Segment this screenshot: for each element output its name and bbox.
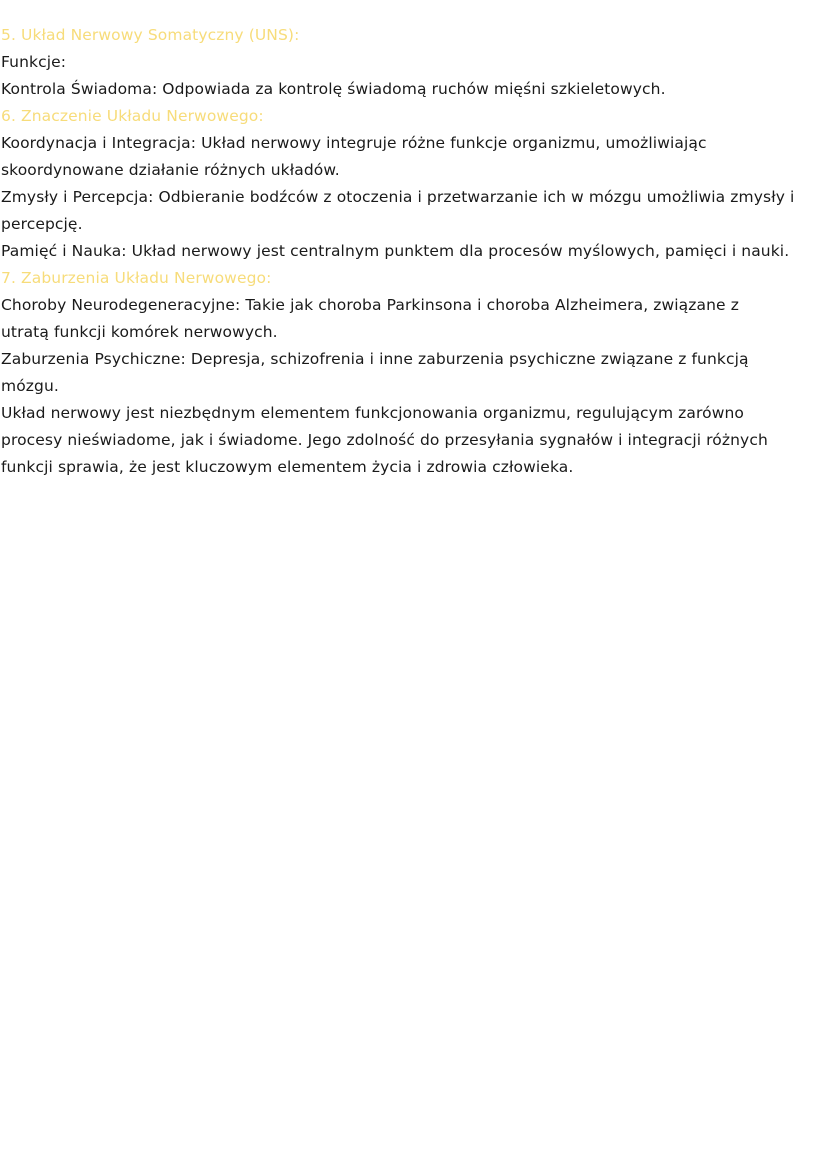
text-line: procesy nieświadome, jak i świadome. Jego zdolność do przesyłania sygnałów i integracji różnych [1, 431, 768, 449]
text-line: mózgu. [1, 377, 59, 395]
text-line: Funkcje: [1, 53, 67, 71]
section-nervous-system-disorders [1, 265, 821, 481]
text-line: Pamięć i Nauka: Układ nerwowy jest centralnym punktem dla procesów myślowych, pamięci i nauki. [1, 242, 790, 260]
section-heading: 6. Znaczenie Układu Nerwowego: [1, 107, 264, 125]
section-nervous-system-importance [1, 103, 821, 265]
section-somatic-nervous-system [1, 22, 821, 103]
document-page [1, 22, 821, 481]
text-line: Kontrola Świadoma: Odpowiada za kontrolę świadomą ruchów mięśni szkieletowych. [1, 80, 666, 98]
text-line: Układ nerwowy jest niezbędnym elementem funkcjonowania organizmu, regulującym zarówno [1, 404, 745, 422]
text-line: Koordynacja i Integracja: Układ nerwowy integruje różne funkcje organizmu, umożliwiając [1, 134, 707, 152]
text-line: Zmysły i Percepcja: Odbieranie bodźców z otoczenia i przetwarzanie ich w mózgu umożliwia zmysły i [1, 188, 795, 206]
text-line: percepcję. [1, 215, 83, 233]
text-line: skoordynowane działanie różnych układów. [1, 161, 340, 179]
text-line: Choroby Neurodegeneracyjne: Takie jak choroba Parkinsona i choroba Alzheimera, związane z [1, 296, 739, 314]
text-line: utratą funkcji komórek nerwowych. [1, 323, 278, 341]
text-line: Zaburzenia Psychiczne: Depresja, schizofrenia i inne zaburzenia psychiczne związane z funkcją [1, 350, 749, 368]
text-line: funkcji sprawia, że jest kluczowym elementem życia i zdrowia człowieka. [1, 458, 574, 476]
section-heading: 5. Układ Nerwowy Somatyczny (UNS): [1, 26, 300, 44]
section-heading: 7. Zaburzenia Układu Nerwowego: [1, 269, 272, 287]
